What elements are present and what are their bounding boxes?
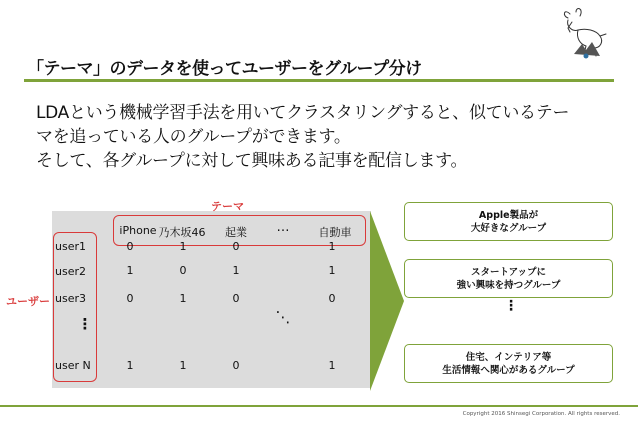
- slide-title: 「テーマ」のデータを使ってユーザーをグループ分け: [27, 59, 422, 79]
- group-line-2: 強い興味を持つグループ: [456, 279, 561, 291]
- group-line-1: 住宅、インテリア等: [465, 351, 552, 363]
- matrix-cell: 1: [328, 359, 336, 372]
- group-line-2: 大好きなグループ: [470, 222, 547, 234]
- matrix-cell: 0: [126, 240, 134, 253]
- intro-line-3: そして、各グループに対して興味ある記事を配信します。: [36, 151, 468, 171]
- column-header: 乃木坂46: [158, 226, 206, 239]
- group-box-startup: [404, 259, 613, 298]
- column-header: iPhone: [119, 224, 157, 237]
- column-header: 起業: [225, 226, 247, 239]
- row-label: user3: [55, 292, 86, 305]
- matrix-cell: 1: [232, 264, 240, 277]
- arrow-right-icon: [370, 211, 406, 391]
- row-ellipsis: ⋮: [77, 315, 93, 333]
- matrix-cell: 1: [328, 240, 336, 253]
- title-underline: [24, 79, 614, 82]
- matrix-cell: 1: [126, 264, 134, 277]
- intro-line-1: LDAという機械学習手法を用いてクラスタリングすると、似ているテー: [36, 103, 570, 123]
- group-box-lifestyle: [404, 344, 613, 383]
- intro-line-2: マを追っている人のグループができます。: [36, 127, 351, 147]
- column-header: 自動車: [318, 226, 352, 239]
- column-header: …: [276, 220, 290, 235]
- matrix-cell: 1: [328, 264, 336, 277]
- matrix-cell: 0: [232, 359, 240, 372]
- matrix-cell: 1: [179, 240, 187, 253]
- matrix-cell: 0: [232, 240, 240, 253]
- matrix-cell: 0: [232, 292, 240, 305]
- footer-rule: [0, 405, 638, 407]
- group-line-2: 生活情報へ関心があるグループ: [442, 364, 575, 376]
- theme-label: テーマ: [211, 200, 244, 213]
- row-label: user N: [55, 359, 91, 372]
- group-line-1: スタートアップに: [470, 266, 547, 278]
- matrix-cell: 0: [328, 292, 336, 305]
- matrix-cell: 0: [179, 264, 187, 277]
- row-label: user1: [55, 240, 86, 253]
- matrix-cell: 1: [179, 359, 187, 372]
- matrix-cell: 0: [126, 292, 134, 305]
- row-label: user2: [55, 265, 86, 278]
- group-box-apple: [404, 202, 613, 241]
- diagonal-ellipsis: ⋱: [275, 308, 291, 326]
- group-ellipsis: ⋮: [504, 298, 518, 314]
- group-line-1: Apple製品が: [478, 209, 539, 221]
- goat-logo-icon: [556, 4, 616, 68]
- matrix-cell: 1: [126, 359, 134, 372]
- copyright-text: Copyright 2016 Shinsegi Corporation. All rights reserved.: [462, 411, 620, 417]
- matrix-cell: 1: [179, 292, 187, 305]
- user-label: ユーザー: [6, 295, 50, 308]
